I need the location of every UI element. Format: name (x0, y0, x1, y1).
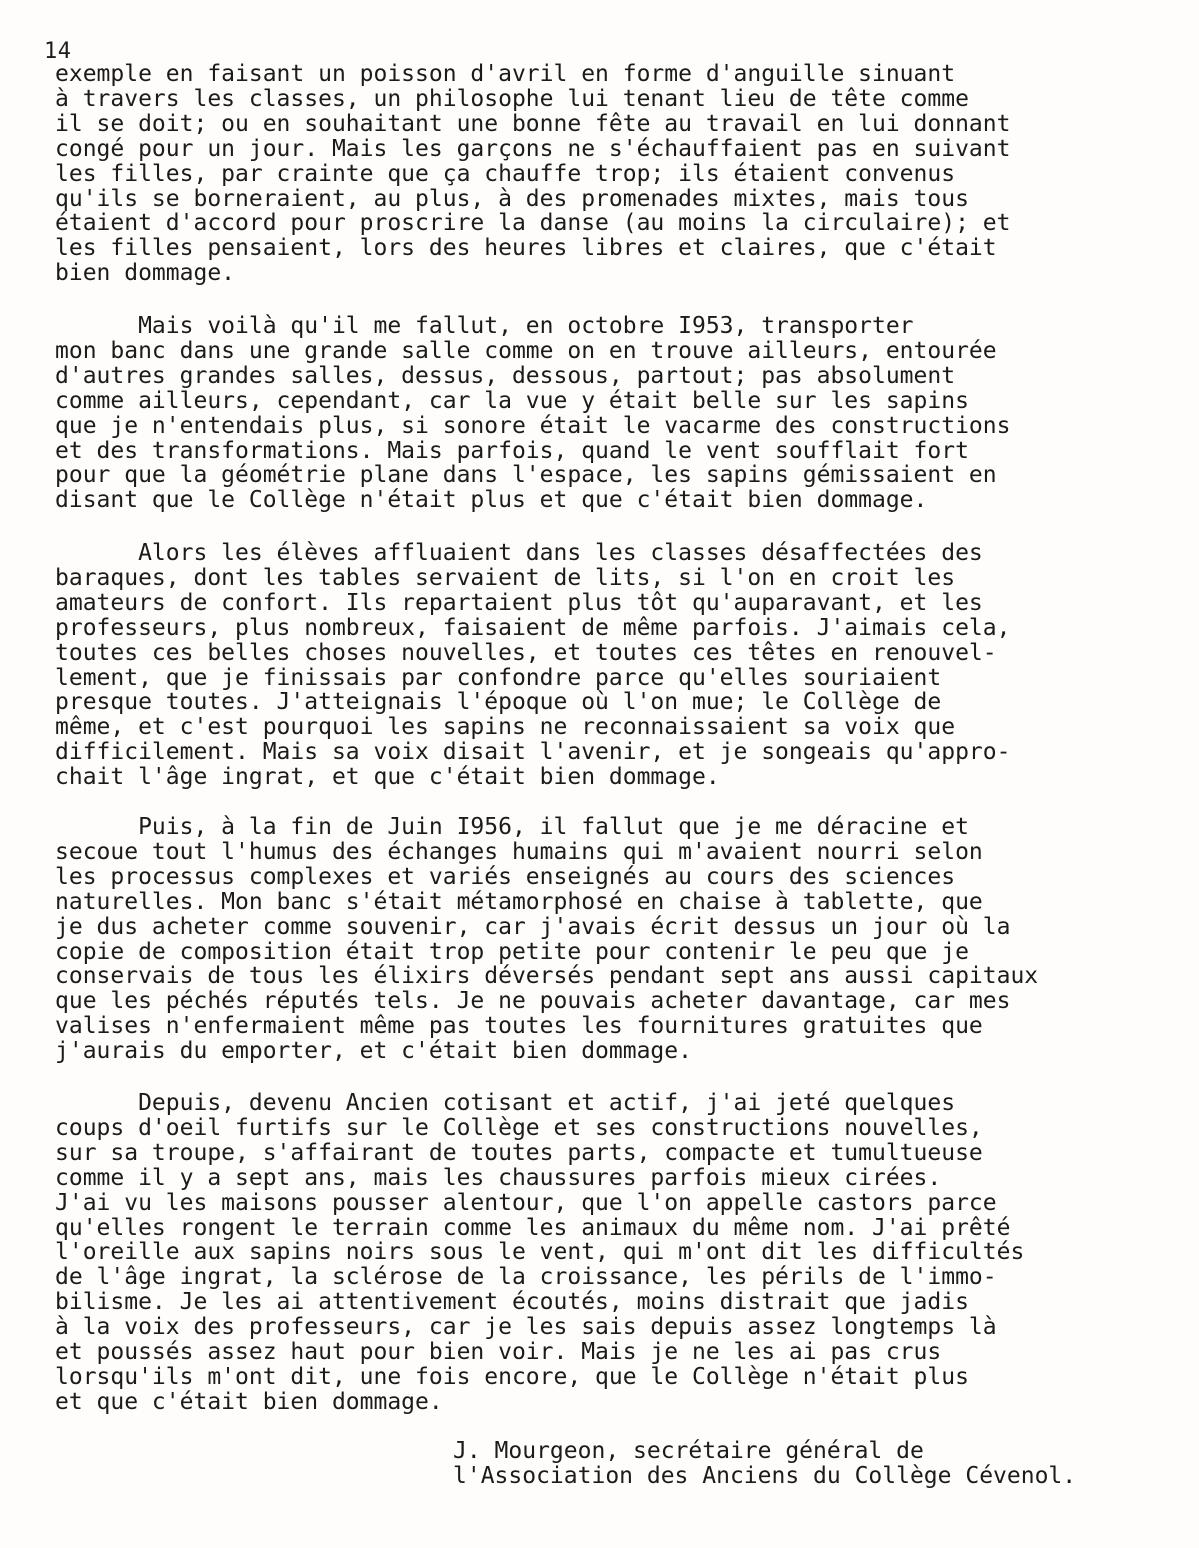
text-line: valises n'enfermaient même pas toutes les fournitures gratuites que (55, 1013, 983, 1040)
text-line: Mais voilà qu'il me fallut, en octobre I953, transporter (55, 313, 914, 339)
text-line: et poussés assez haut pour bien voir. Mais je ne les ai pas crus (55, 1339, 942, 1366)
text-line: à travers les classes, un philosophe lui tenant lieu de tête comme (55, 85, 969, 112)
text-line: conservais de tous les élixirs déversés pendant sept ans aussi capitaux (55, 963, 1039, 990)
text-line: même, et c'est pourquoi les sapins ne reconnaissaient sa voix que (55, 714, 956, 741)
text-line: J'ai vu les maisons pousser alentour, que l'on appelle castors parce (55, 1189, 997, 1216)
text-line: baraques, dont les tables servaient de lits, si l'on en croit les (55, 564, 956, 591)
text-line: de l'âge ingrat, la sclérose de la croissance, les périls de l'immo- (55, 1264, 997, 1291)
page-number: 14 (44, 39, 72, 64)
text-line: lement, que je finissais par confondre parce qu'elles souriaient (55, 664, 942, 691)
text-line: bilisme. Je les ai attentivement écoutés, moins distrait que jadis (55, 1289, 969, 1316)
text-line: étaient d'accord pour proscrire la danse (au moins la circulaire); et (55, 210, 1011, 237)
text-line: bien dommage. (55, 260, 236, 287)
paragraph-3 (55, 541, 1010, 790)
text-line: comme il y a sept ans, mais les chaussures parfois mieux cirées. (55, 1164, 942, 1191)
text-line: Alors les élèves affluaient dans les classes désaffectées des (55, 540, 983, 566)
text-line: d'autres grandes salles, dessus, dessous, partout; pas absolument (55, 362, 956, 389)
text-line: j'aurais du emporter, et c'était bien dommage. (55, 1038, 692, 1065)
text-line: Depuis, devenu Ancien cotisant et actif, j'ai jeté quelques (55, 1090, 956, 1116)
signature-line: J. Mourgeon, secrétaire général de (453, 1438, 924, 1464)
text-line: Puis, à la fin de Juin I956, il fallut que je me déracine et (55, 814, 969, 840)
text-line: sur sa troupe, s'affairant de toutes parts, compacte et tumultueuse (55, 1139, 983, 1166)
text-line: congé pour un jour. Mais les garçons ne s'échauffaient pas en suivant (55, 135, 1011, 162)
text-line: l'oreille aux sapins noirs sous le vent, qui m'ont dit les difficultés (55, 1239, 1025, 1266)
text-line: difficilement. Mais sa voix disait l'avenir, et je songeais qu'appro- (55, 739, 1011, 766)
text-line: professeurs, plus nombreux, faisaient de même parfois. J'aimais cela, (55, 614, 1011, 641)
paragraph-5 (55, 1091, 1024, 1415)
signature-line: l'Association des Anciens du Collège Cévenol. (453, 1463, 1077, 1489)
text-line: mon banc dans une grande salle comme on en trouve ailleurs, entourée (55, 337, 997, 364)
text-line: exemple en faisant un poisson d'avril en forme d'anguille sinuant (55, 61, 956, 87)
text-line: à la voix des professeurs, car je les sais depuis assez longtemps là (55, 1314, 997, 1341)
paragraph-1 (55, 62, 1010, 286)
text-line: comme ailleurs, cependant, car la vue y était belle sur les sapins (55, 387, 969, 414)
text-line: lorsqu'ils m'ont dit, une fois encore, que le Collège n'était plus (55, 1363, 969, 1390)
text-line: presque toutes. J'atteignais l'époque où l'on mue; le Collège de (55, 689, 942, 716)
text-line: les processus complexes et variés enseignés au cours des sciences (55, 863, 956, 890)
text-line: que je n'entendais plus, si sonore était le vacarme des constructions (55, 412, 1011, 439)
text-line: les filles pensaient, lors des heures libres et claires, que c'était (55, 235, 997, 262)
text-line: chait l'âge ingrat, et que c'était bien dommage. (55, 764, 720, 791)
text-line: les filles, par crainte que ça chauffe trop; ils étaient convenus (55, 160, 956, 187)
text-line: amateurs de confort. Ils repartaient plus tôt qu'auparavant, et les (55, 589, 983, 616)
text-line: qu'elles rongent le terrain comme les animaux du même nom. J'ai prêté (55, 1214, 1011, 1241)
text-line: pour que la géométrie plane dans l'espace, les sapins gémissaient en (55, 462, 997, 489)
text-line: copie de composition était trop petite pour contenir le peu que je (55, 938, 969, 965)
signature-block (453, 1439, 1076, 1489)
text-line: et que c'était bien dommage. (55, 1388, 443, 1415)
paragraph-4 (55, 815, 1038, 1064)
text-line: disant que le Collège n'était plus et que c'était bien dommage. (55, 487, 928, 514)
text-line: secoue tout l'humus des échanges humains qui m'avaient nourri selon (55, 838, 983, 865)
paragraph-2 (55, 314, 1010, 513)
text-line: et des transformations. Mais parfois, quand le vent soufflait fort (55, 437, 969, 464)
text-line: toutes ces belles choses nouvelles, et toutes ces têtes en renouvel- (55, 639, 997, 666)
text-line: coups d'oeil furtifs sur le Collège et ses constructions nouvelles, (55, 1114, 983, 1141)
text-line: je dus acheter comme souvenir, car j'avais écrit dessus un jour où la (55, 913, 1011, 940)
text-line: naturelles. Mon banc s'était métamorphosé en chaise à tablette, que (55, 888, 983, 915)
text-line: il se doit; ou en souhaitant une bonne fête au travail en lui donnant (55, 110, 1011, 137)
text-line: que les péchés réputés tels. Je ne pouvais acheter davantage, car mes (55, 988, 1011, 1015)
text-line: qu'ils se borneraient, au plus, à des promenades mixtes, mais tous (55, 185, 969, 212)
